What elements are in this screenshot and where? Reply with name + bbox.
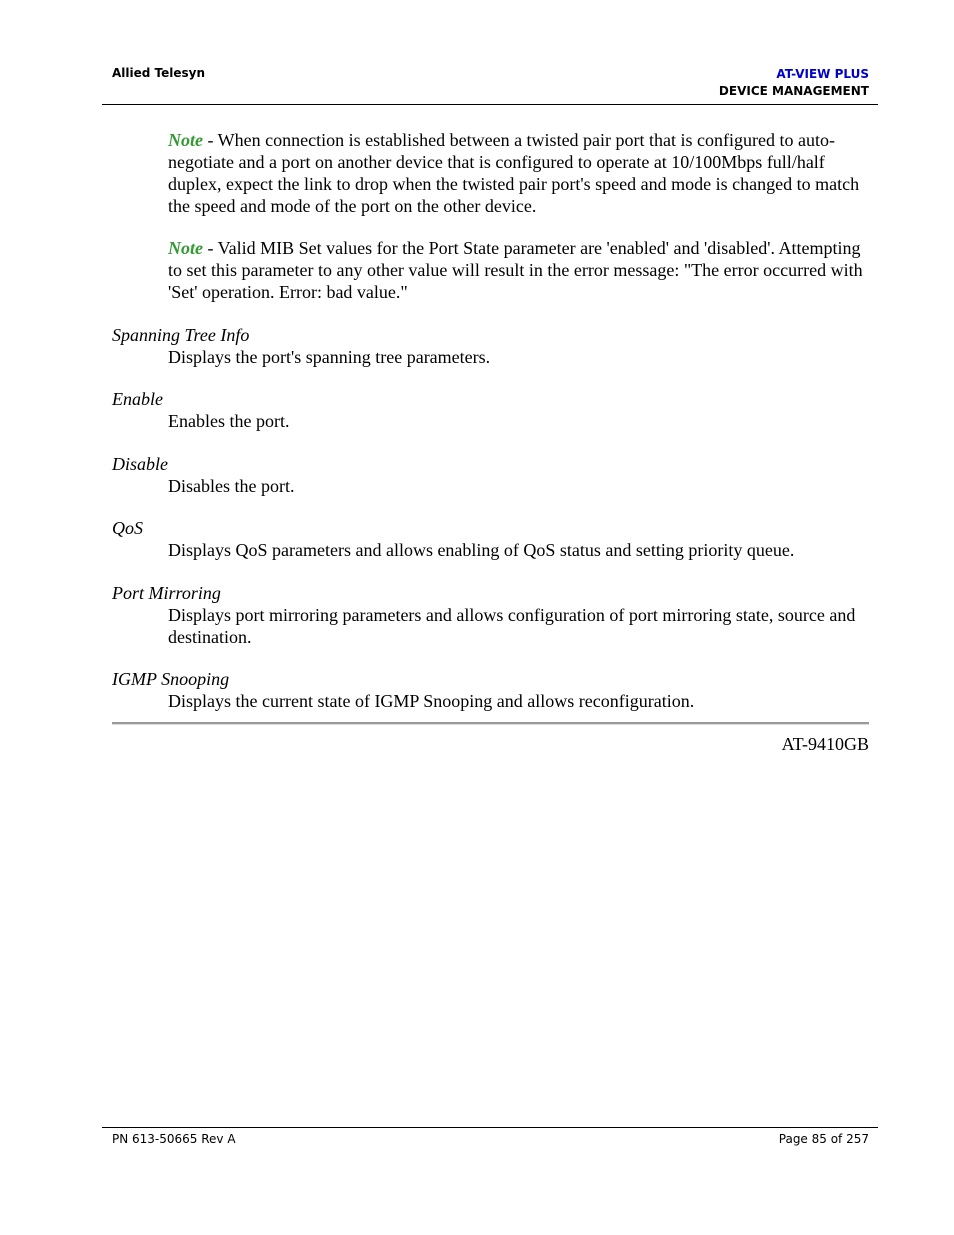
term-disable: Disable <box>112 454 168 474</box>
section-divider <box>112 722 869 725</box>
note-2 <box>168 237 868 303</box>
note-1 <box>168 129 868 217</box>
term-spanning-tree-info: Spanning Tree Info <box>112 325 250 345</box>
footer-part-number: PN 613-50665 Rev A <box>112 1132 236 1146</box>
footer-page-number: Page 85 of 257 <box>778 1132 869 1146</box>
model-label: AT-9410GB <box>781 734 869 754</box>
desc-port-mirroring: Displays port mirroring parameters and allows configuration of port mirroring state, source and destination. <box>168 605 856 647</box>
desc-qos: Displays QoS parameters and allows enabling of QoS status and setting priority queue. <box>168 540 795 560</box>
header-product: AT-VIEW PLUS <box>776 67 869 81</box>
term-enable: Enable <box>112 389 163 409</box>
header-company: Allied Telesyn <box>112 66 206 80</box>
term-qos: QoS <box>112 518 143 538</box>
note-text: - When connection is established between a twisted pair port that is configured to auto-negotiate and a port on another device that is configured to operate at 10/100Mbps full/half duplex, expect the link to drop when the twisted pair port's speed and mode is changed to match the speed and mode of the port on the other device. <box>168 130 860 216</box>
term-igmp-snooping: IGMP Snooping <box>112 669 230 689</box>
note-text: - Valid MIB Set values for the Port State parameter are 'enabled' and 'disabled'. Attempting to set this parameter to any other value will result in the error message: "The error occurred with 'Set' operation. Error: bad value." <box>168 238 863 302</box>
desc-igmp-snooping: Displays the current state of IGMP Snooping and allows reconfiguration. <box>168 691 695 711</box>
desc-disable: Disables the port. <box>168 476 295 496</box>
desc-spanning-tree-info: Displays the port's spanning tree parameters. <box>168 347 491 367</box>
term-port-mirroring: Port Mirroring <box>112 583 221 603</box>
header-divider <box>102 104 878 105</box>
note-label: Note <box>168 130 203 150</box>
note-label: Note <box>168 238 203 258</box>
header-right <box>719 66 869 100</box>
footer-divider <box>102 1127 878 1128</box>
desc-enable: Enables the port. <box>168 411 290 431</box>
header-section: DEVICE MANAGEMENT <box>718 84 869 98</box>
